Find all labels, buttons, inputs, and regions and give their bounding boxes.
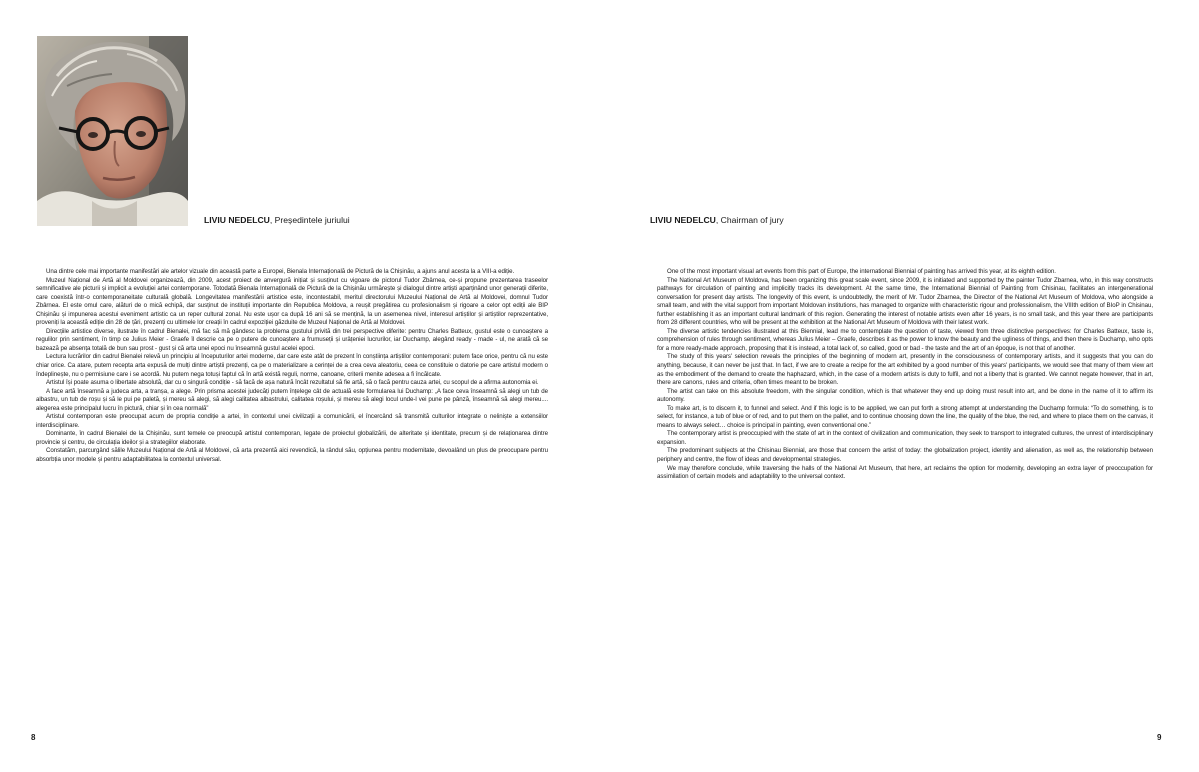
paragraph: The artist can take on this absolute freedom, with the singular condition, which is that whatever they end up doing must result into art, and be done in the name of it to affirm its autonomy.	[657, 387, 1153, 404]
paragraph: Direcțiile artistice diverse, ilustrate în cadrul Bienalei, mă fac să mă gândesc la problema gustului privită din trei perspective diferite: pentru Charles Batteux, gustul este o cunoaștere a regulilor prin sentiment, în timp ce Julius Meier - Graefe îl descrie ca pe o putere de cunoaștere a frumuseții și urâțeniei lucrurilor, iar Duchamp, alegând ready - made - ul, ne arată că se bazează pe absența totală de bun sau prost - gust și că arta unei epoci nu înseamnă gustul acelei epoci.	[36, 327, 548, 352]
caption	[650, 215, 784, 226]
paragraph: Una dintre cele mai importante manifestări ale artelor vizuale din această parte a Europei, Bienala Internațională de Pictură de la Chișinău, a ajuns anul acesta la a VIII-a ediție.	[46, 268, 515, 275]
paragraph: We may therefore conclude, while traversing the halls of the National Art Museum, that here, art reclaims the option for modernity, developing an extra layer of preoccupation for assimilation of certain models and adaptability to the universal context.	[657, 464, 1153, 481]
paragraph: Artistul contemporan este preocupat acum de propria condiție a artei, în contextul unei civilizații a comunicării, el încercând să transmită culturilor integrate o neliniște a extensiilor interdisciplinare.	[36, 413, 548, 429]
body-text-english	[657, 268, 1153, 482]
paragraph: One of the most important visual art events from this part of Europe, the international Biennial of painting has arrived this year, at its eighth edition.	[667, 268, 1056, 275]
paragraph: The predominant subjects at the Chisinau Biennial, are those that concern the artist of today: the globalization project, identity and alienation, as well as, the relationship between periphery and centre, the flow of ideas and developmental strategies.	[657, 447, 1153, 464]
portrait-photo	[37, 36, 188, 226]
paragraph: The study of this years' selection reveals the principles of the beginning of modern art, presently in the consciousness of contemporary artists, and it suggests that you can do anything, because, it can never be just that. In fact, if we are to create a recipe for the art exhibited by a good number of this years' participants, we would see that many of them view art as the embodiment of the demand to create the haphazard, which, in the case of a modern artists is duty to fulfil, and not a liberty that is granted. We cannot negate however, that in art, there are canons, rules and criteria, often times meant to be broken.	[657, 353, 1153, 387]
caption-name: LIVIU NEDELCU	[650, 215, 716, 225]
paragraph: The contemporary artist is preoccupied with the state of art in the context of civilization and communication, they seek to transport to integrated cultures, the unrest of interdisciplinary expansion.	[657, 430, 1153, 446]
paragraph: Lectura lucrărilor din cadrul Bienalei relevă un principiu al începuturilor artei moderne, dar care este atât de prezent în conștiința artiștilor contemporani: putem face orice, pentru că nu este chiar orice. Ca atare, putem recepta arta expusă de mulți dintre artiștii prezenți, ca pe o materializare a cerinței de a crea ceva aleatoriu, ceea ce constituie o datorie pe care artistul modern o îndeplinește, nu o permisiune care i se acordă. Nu putem nega totuși faptul că în artă există reguli, norme, canoane, criterii menite adesea a fi încălcate.	[36, 353, 548, 378]
paragraph: Constatăm, parcurgând sălile Muzeului Național de Artă al Moldovei, că arta prezentă aici revendică, la rândul său, opțiunea pentru modernitate, devoalând un plus de preocupare pentru absorbția unor modele și pentru adaptabilitatea la contextul universal.	[36, 447, 548, 464]
paragraph: To make art, is to discern it, to funnel and select. And if this logic is to be applied, we can put forth a strong attempt at understanding the Duchamp formula: “To do something, is to select, for instance, a tub of blue or of red, and to put them on the pallet, and to continue choosing down the line, the quality of the blue, the red, and where to place them on the canvas, it means to always select… choice is principal in painting, even conventional one.”	[657, 404, 1153, 429]
paragraph: The National Art Museum of Moldova, has been organizing this great scale event, since 2009, it is initiated and supported by the painter Tudor Zbarnea, who, in this way constructs pathways for circulation of painting and implicitly tracks its development. At the same time, the International Biennial of Painting from Chisinau, facilitates an intergenerational conversation for present day artists. The longevity of this event, is undoubtedly, the merit of Mr. Tudor Zbarnea, the Director of the National Art Museum of Moldova, who alongside a small team, and with the vital support from important Moldovan institutions, has managed to organize with characteristic rigour and professionalism, the VIIIth edition of BIoP in Chisinau, further establishing it as an important cultural landmark of this region. Generating the interest of notable artists even after 16 years, is no small task, and this year there are participants from 28 different countries, who will be present at the exhibition at the National Art Museum of Moldova with their latest work.	[657, 276, 1153, 327]
paragraph: Dominante, în cadrul Bienalei de la Chișinău, sunt temele ce preocupă artistul contemporan, legate de proiectul globalizării, de alteritate și identitate, precum și de relaționarea dintre provincie și centru, de circulația ideilor și a strategiilor elaborate.	[36, 430, 548, 446]
page-number: 8	[31, 733, 36, 742]
page-number: 9	[1157, 733, 1162, 742]
caption-role: , Chairman of jury	[715, 215, 784, 225]
caption	[204, 215, 350, 226]
right-page	[600, 0, 1199, 772]
caption-name: LIVIU NEDELCU	[204, 215, 270, 225]
paragraph: Artistul își poate asuma o libertate absolută, dar cu o singură condiție - să facă de așa natură încât rezultatul să fie artă, să o facă pentru cauza artei, cu scopul de a afirma autonomia ei.	[46, 379, 539, 387]
body-text-romanian	[36, 268, 548, 465]
paragraph: A face artă înseamnă a judeca arta, a tranșa, a alege. Prin prisma acestei judecăți putem înțelege cât de actuală este formularea lui Duchamp: „A face ceva înseamnă să alegi un tub de albastru, un tub de roșu și să le pui pe paletă, și mereu să alegi, să alegi calitatea albastrului, calitatea roșului, și mereu să alegi locul unde-l vei pune pe pânză, înseamnă să alegi mereu.... alegerea este principalul lucru în pictură, chiar și în cea normală”	[36, 387, 548, 412]
caption-role: , Președintele juriului	[269, 215, 350, 225]
paragraph: Muzeul Național de Artă al Moldovei organizează, din 2009, acest proiect de anvergură inițiat și susținut cu vigoare de pictorul Tudor Zbârnea, ce-și propune prezentarea traseelor semnificative ale picturii și implicit a evoluției artei contemporane. Totodată Bienala Internațională de Pictură de la Chișinău urmărește și dialogul dintre artiști aparținând unor generații diferite, care coexistă într-o contemporaneitate culturală globală. Longevitatea manifestării artistice este, incontestabil, meritul directorului Muzeului Național de Artă al Moldovei, domnul Tudor Zbârnea. El este omul care, alături de o mică echipă, dar susținut de instituții importante din Republica Moldova, a reușit pregătirea cu profesionalism și rigoare a celor opt ediții ale BIP Chișinău și impunerea acestui eveniment artistic ca un reper cultural zonal. Nu este ușor ca după 16 ani să se mențină, la un asemenea nivel, interesul artiștilor și artiștilor reprezentative, proveniți la această ediție din 28 de țări, prezenți cu ultimele lor creații în cadrul expoziției găzduite de Muzeul Național de Artă al Moldovei.	[36, 276, 548, 327]
paragraph: The diverse artistic tendencies illustrated at this Biennial, lead me to contemplate the question of taste, viewed from three distinctive perspectives: for Charles Batteux, taste is, comprehension of rules through sentiment, whereas Julius Meier – Graefe, describes it as the power to know the beauty and the ugliness of things, and then there is Duchamp, who opts for a more ready-made approach, proposing that it is instead, a total lack of, so called, good or bad - the taste and the art of an époque, is not that of another.	[657, 327, 1153, 352]
